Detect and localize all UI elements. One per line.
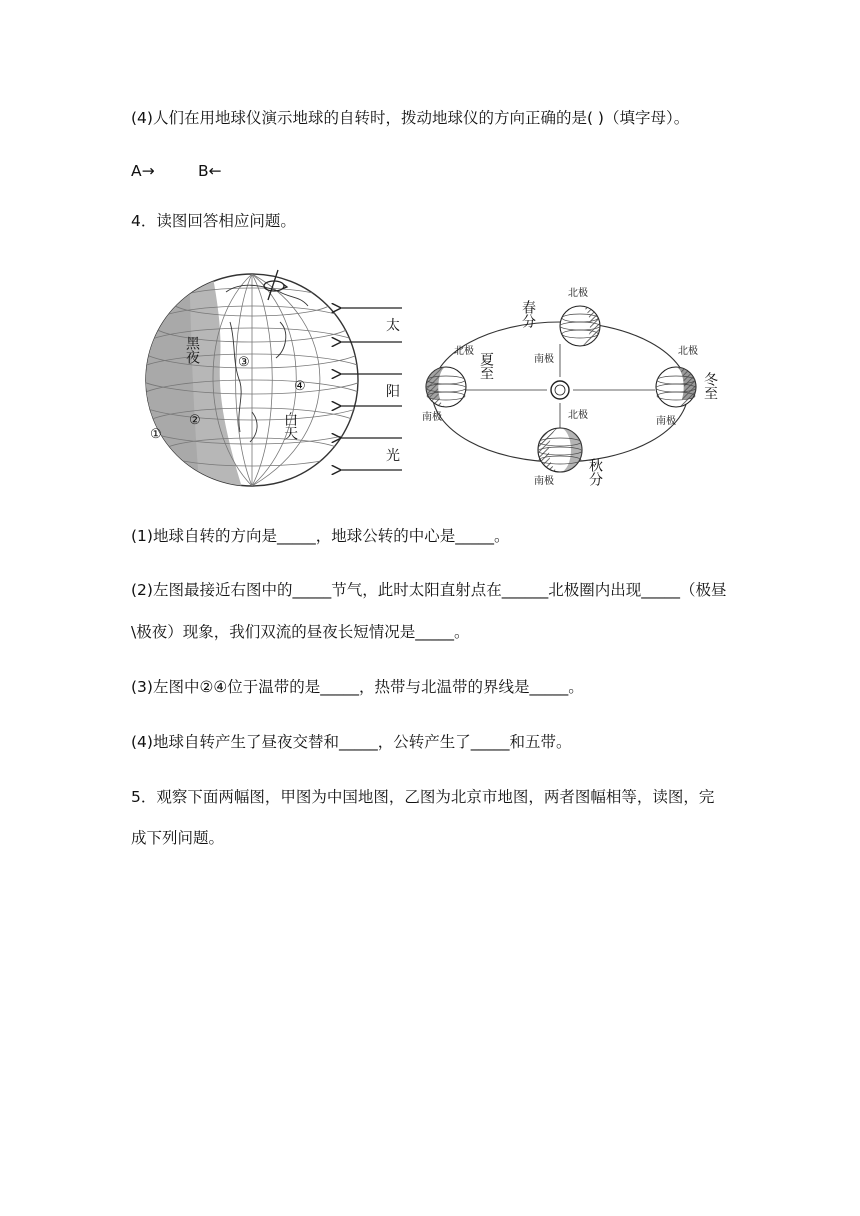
q5-line1: 5．观察下面两幅图，甲图为中国地图，乙图为北京市地图，两者图幅相等，读图，完 (131, 788, 715, 806)
term-autumn: 秋分 (587, 458, 603, 486)
north-pole-label-winter: 北极 (678, 346, 698, 357)
q4-sub4: (4)地球自转产生了昼夜交替和_____，公转产生了_____和五带。 (131, 733, 572, 751)
north-pole-label-summer: 北极 (454, 346, 474, 357)
point-4: ④ (294, 379, 306, 394)
earth-autumn-equinox (538, 428, 582, 472)
orbit-diagram (422, 286, 718, 487)
sun-label-char-2: 阳 (386, 384, 400, 400)
point-1: ① (150, 427, 162, 442)
q4-sub3: (3)左图中②④位于温带的是_____，热带与北温带的界线是_____。 (131, 678, 584, 696)
earth-winter-solstice (656, 367, 696, 407)
point-2: ② (189, 413, 201, 428)
globe-diagram (140, 262, 370, 494)
term-summer: 夏至 (478, 352, 494, 380)
term-spring: 春分 (520, 300, 536, 328)
north-pole-label-autumn: 北极 (568, 410, 588, 421)
term-winter: 冬至 (702, 372, 718, 400)
north-pole-label-spring: 北极 (568, 288, 588, 299)
south-pole-label-summer: 南极 (422, 412, 442, 423)
sun-label-char-1: 太 (386, 318, 400, 334)
south-pole-label-spring: 南极 (534, 354, 554, 365)
night-label: 黑夜 (184, 336, 200, 364)
south-pole-label-winter: 南极 (656, 416, 676, 427)
q4-sub1: (1)地球自转的方向是_____，地球公转的中心是_____。 (131, 527, 510, 545)
option-a: A→ (131, 162, 155, 180)
sun-label-char-3: 光 (386, 448, 400, 464)
q3-sub4-text: (4)人们在用地球仪演示地球的自转时，拨动地球仪的方向正确的是( )（填字母）。 (131, 109, 690, 127)
day-label: 白天 (282, 412, 298, 440)
q4-sub2-line1: (2)左图最接近右图中的_____节气，此时太阳直射点在______北极圈内出现_____（极昼 (131, 581, 727, 599)
earth-rotation-revolution-figure (140, 262, 730, 494)
option-b: B← (198, 162, 222, 180)
south-pole-label-autumn: 南极 (534, 476, 554, 487)
q5-line2: 成下列问题。 (131, 829, 225, 847)
earth-summer-solstice (426, 367, 466, 407)
point-3: ③ (238, 355, 250, 370)
q4-sub2-line2: \极夜）现象，我们双流的昼夜长短情况是_____。 (131, 623, 470, 641)
earth-spring-equinox (560, 306, 600, 346)
q4-title: 4．读图回答相应问题。 (131, 212, 296, 230)
